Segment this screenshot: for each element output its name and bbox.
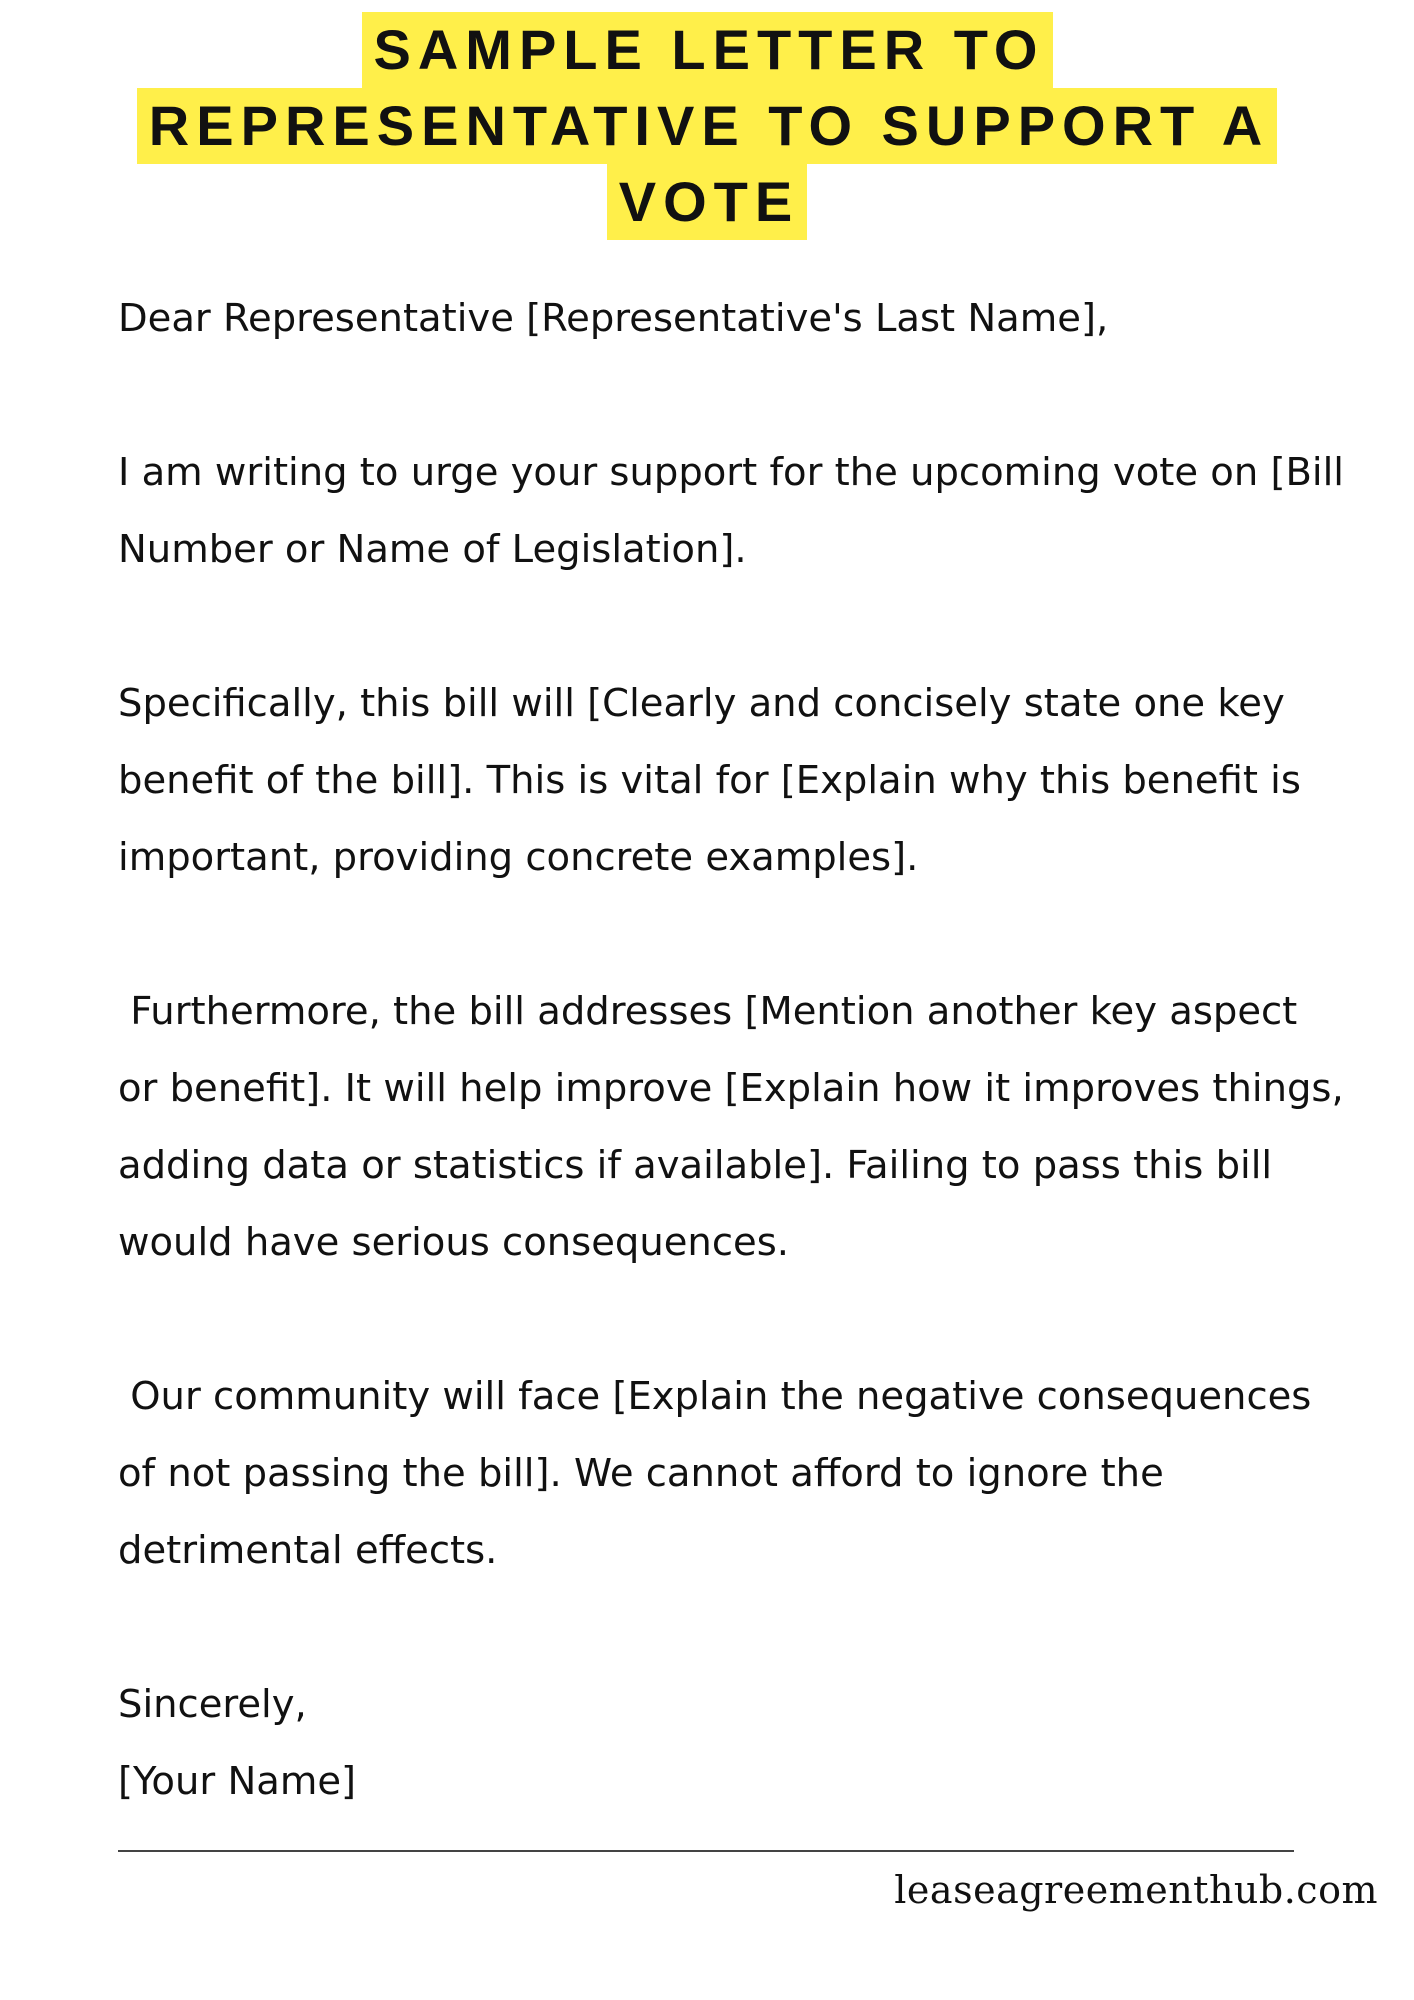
paragraph-2: Specifically, this bill will [Clearly and concisely state one key benefit of the bill]. This is vital for [Explain why this benefit is important, providing concrete examples].	[118, 681, 1301, 880]
paragraph-1: I am writing to urge your support for the upcoming vote on [Bill Number or Name of Legislation].	[118, 450, 1344, 572]
title-line-1: SAMPLE LETTER TO	[362, 12, 1053, 88]
letter-body	[118, 280, 1356, 1820]
salutation: Dear Representative [Representative's Last Name],	[118, 296, 1109, 341]
title-line-2: REPRESENTATIVE TO SUPPORT A	[137, 88, 1277, 164]
title-line-3: VOTE	[607, 164, 807, 240]
letter-title	[0, 12, 1414, 240]
footer-site: leaseagreementhub.com	[894, 1868, 1378, 1912]
paragraph-4: Our community will face [Explain the negative consequences of not passing the bill]. We cannot afford to ignore the detrimental effects.	[118, 1374, 1324, 1573]
footer-divider	[118, 1850, 1294, 1852]
signature: [Your Name]	[118, 1759, 357, 1804]
paragraph-3: Furthermore, the bill addresses [Mention another key aspect or benefit]. It will help improve [Explain how it improves things, adding data or statistics if available]. Failing to pass this bill would have serious consequences.	[118, 989, 1356, 1265]
closing: Sincerely,	[118, 1682, 307, 1727]
